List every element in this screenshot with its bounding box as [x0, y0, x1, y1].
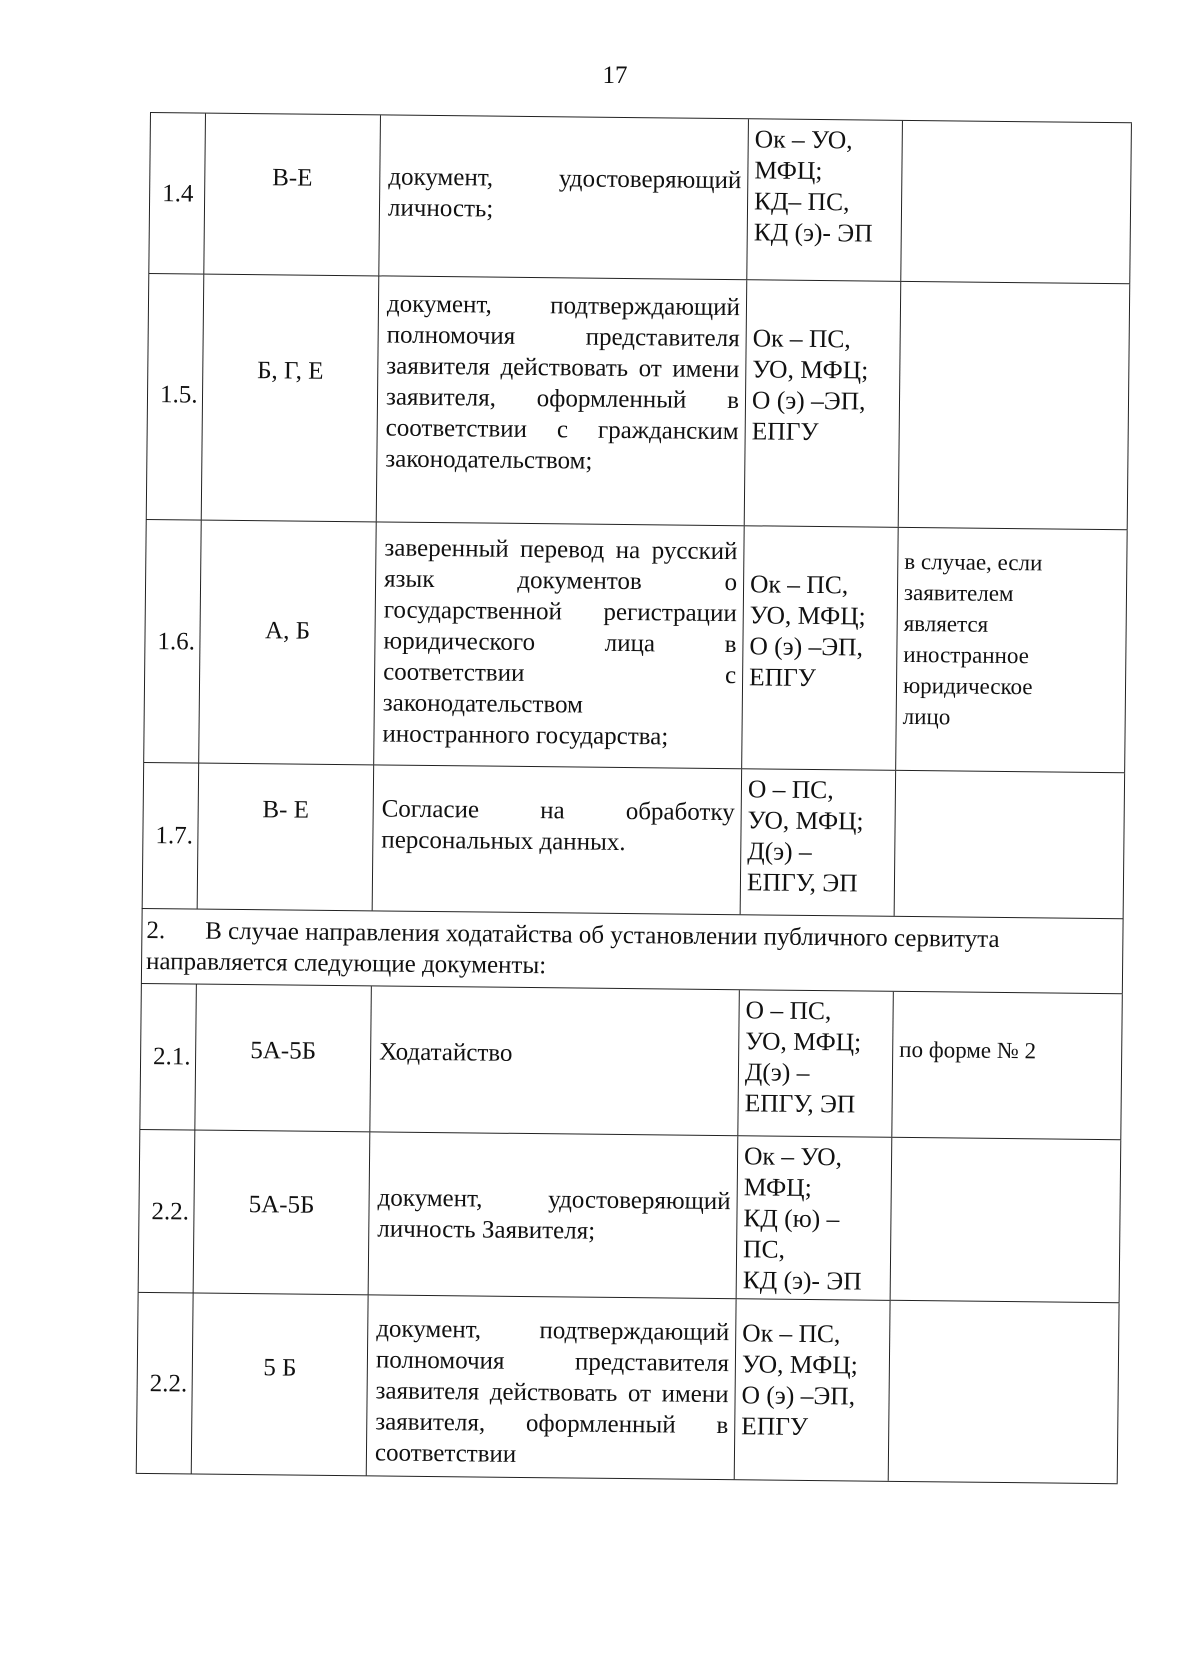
row-code: 5А-5Б: [194, 985, 371, 1132]
row-number: 1.5.: [146, 274, 204, 520]
row-note: [898, 282, 1131, 529]
row-number: 1.4: [148, 113, 205, 274]
row-form: Ок – УО, МФЦ; КД– ПС, КД (э)- ЭП: [746, 119, 902, 281]
section-heading: [142, 909, 1123, 993]
row-note: по форме № 2: [891, 992, 1123, 1139]
row-code: В-Е: [203, 114, 380, 276]
row-description: Согласие на обработку персональных данных.: [372, 765, 741, 914]
row-code: Б, Г, Е: [201, 275, 379, 522]
section-heading-row: [141, 908, 1124, 993]
row-number: 1.7.: [142, 763, 199, 909]
row-code: В- Е: [197, 764, 374, 911]
row-form: О – ПС, УО, МФЦ; Д(э) – ЕПГУ, ЭП: [740, 769, 896, 916]
row-note: [900, 121, 1132, 283]
table-row: [142, 762, 1125, 918]
documents-table: [136, 112, 1132, 1484]
row-number: 2.2.: [138, 1130, 195, 1293]
row-description: документ, удостоверяющий личность;: [378, 115, 748, 279]
row-note: [890, 1138, 1122, 1302]
table-row: [143, 519, 1127, 772]
table-row: [148, 112, 1132, 283]
table-row: [146, 273, 1131, 529]
row-code: 5А-5Б: [193, 1131, 370, 1295]
row-description: Ходатайство: [369, 986, 738, 1135]
row-description: документ, удостоверяющий личность Заявителя;: [368, 1132, 738, 1298]
row-note: в случае, если заявителем является иностранное юридическое лицо: [895, 528, 1128, 772]
row-description: заверенный перевод на русский язык документов о государственной регистрации юридического лица в соответствии с законодательством иностранного государства;: [373, 522, 744, 768]
row-form: Ок – ПС, УО, МФЦ; О (э) –ЭП, ЕПГУ: [744, 280, 901, 527]
table-row: [138, 1129, 1122, 1302]
page-number: 17: [602, 62, 628, 89]
section-number: 2.: [146, 917, 166, 945]
section-heading-text: В случае направления ходатайства об установлении публичного сервитута направляется следующие документы:: [145, 917, 1000, 980]
row-form: Ок – ПС, УО, МФЦ; О (э) –ЭП, ЕПГУ: [741, 526, 898, 770]
row-code: 5 Б: [191, 1294, 368, 1476]
row-description: документ, подтверждающий полномочия представителя заявителя действовать от имени заявителя, оформленный в соответствии с гражданским законодательством;: [376, 276, 747, 525]
table-row: [139, 983, 1122, 1139]
row-form: О – ПС, УО, МФЦ; Д(э) – ЕПГУ, ЭП: [737, 990, 893, 1137]
row-number: 1.6.: [143, 520, 201, 763]
row-number: 2.2.: [136, 1293, 193, 1474]
row-note: [888, 1301, 1120, 1483]
row-note: [894, 771, 1126, 918]
row-form: Ок – УО, МФЦ; КД (ю) – ПС, КД (э)- ЭП: [736, 1136, 892, 1300]
row-form: Ок – ПС, УО, МФЦ; О (э) –ЭП, ЕПГУ: [734, 1299, 890, 1481]
table-row: [136, 1292, 1120, 1484]
row-description: документ, подтверждающий полномочия представителя заявителя действовать от имени заявителя, оформленный в соответствии: [366, 1295, 736, 1479]
row-code: А, Б: [198, 521, 376, 765]
row-number: 2.1.: [139, 984, 196, 1130]
